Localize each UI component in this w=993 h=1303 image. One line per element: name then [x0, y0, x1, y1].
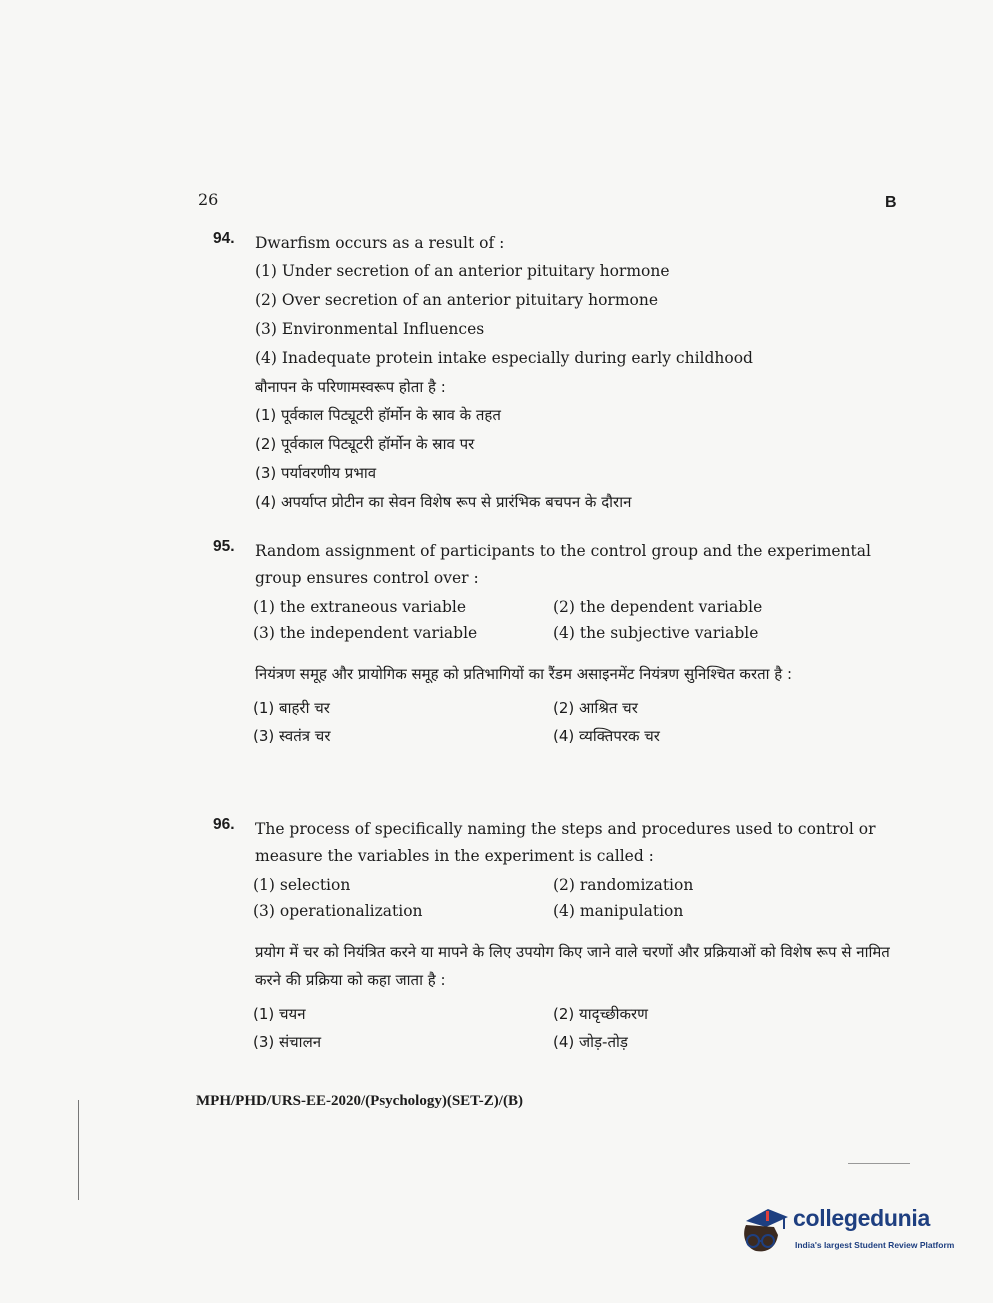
question-number: 95. [213, 538, 235, 555]
question-text-hi: नियंत्रण समूह और प्रायोगिक समूह को प्रतिभागियों का रैंडम असाइनमेंट नियंत्रण सुनिश्चित करता है : [255, 665, 793, 683]
option-hi-3: (3) संचालन [253, 1033, 322, 1051]
question-text-hi: बौनापन के परिणामस्वरूप होता है : [255, 378, 446, 396]
question-text-en: Dwarfism occurs as a result of : [255, 234, 505, 252]
option-en-2: (2) Over secretion of an anterior pituitary hormone [255, 291, 658, 309]
option-hi-3: (3) पर्यावरणीय प्रभाव [255, 464, 377, 482]
option-hi-4: (4) जोड़-तोड़ [553, 1033, 628, 1051]
option-en-2: (2) the dependent variable [553, 598, 763, 616]
option-en-1: (1) Under secretion of an anterior pituitary hormone [255, 262, 670, 280]
mascot-icon [738, 1203, 790, 1255]
options-en [253, 598, 893, 642]
option-hi-4: (4) व्यक्तिपरक चर [553, 727, 660, 745]
question-text-hi: प्रयोग में चर को नियंत्रित करने या मापने के लिए उपयोग किए जाने वाले चरणों और प्रक्रियाओं को विशेष रूप से नामित करने की प्रक्रिया को कहा जाता है : [255, 943, 890, 989]
option-en-4: (4) the subjective variable [553, 624, 759, 642]
options-hi [253, 698, 893, 746]
option-en-3: (3) the independent variable [253, 624, 478, 642]
paper-code-footer: MPH/PHD/URS-EE-2020/(Psychology)(SET-Z)/(B) [196, 1093, 523, 1109]
set-label: B [885, 194, 897, 211]
option-en-3: (3) operationalization [253, 902, 423, 920]
question-96 [213, 816, 893, 1052]
collegedunia-watermark [738, 1195, 963, 1265]
option-en-3: (3) Environmental Influences [255, 320, 485, 338]
brand-name: collegedunia [793, 1205, 930, 1231]
divider [848, 1163, 910, 1164]
option-en-1: (1) selection [253, 876, 351, 894]
option-hi-1: (1) चयन [253, 1005, 306, 1023]
option-hi-2: (2) यादृच्छीकरण [553, 1005, 648, 1023]
question-number: 96. [213, 816, 235, 833]
option-en-4: (4) Inadequate protein intake especially during early childhood [255, 349, 753, 367]
option-hi-2: (2) आश्रित चर [553, 699, 638, 717]
option-hi-2: (2) पूर्वकाल पिट्यूटरी हॉर्मोन के स्राव पर [255, 435, 475, 453]
brand-tagline: India's largest Student Review Platform [795, 1240, 955, 1250]
option-en-1: (1) the extraneous variable [253, 598, 466, 616]
question-text-en: Random assignment of participants to the control group and the experimental group ensures control over : [255, 542, 871, 587]
options-en [253, 876, 893, 920]
options-hi [253, 1004, 893, 1052]
question-94 [213, 230, 893, 517]
option-hi-1: (1) बाहरी चर [253, 699, 330, 717]
option-hi-1: (1) पूर्वकाल पिट्यूटरी हॉर्मोन के स्राव के तहत [255, 406, 501, 424]
question-number: 94. [213, 230, 235, 247]
option-en-4: (4) manipulation [553, 902, 684, 920]
scan-edge-line [78, 1100, 79, 1200]
question-95 [213, 538, 893, 746]
page-number: 26 [198, 190, 219, 209]
question-text-en: The process of specifically naming the steps and procedures used to control or measure the variables in the experiment is called : [255, 820, 876, 865]
option-en-2: (2) randomization [553, 876, 694, 894]
option-hi-4: (4) अपर्याप्त प्रोटीन का सेवन विशेष रूप से प्रारंभिक बचपन के दौरान [255, 493, 632, 511]
option-hi-3: (3) स्वतंत्र चर [253, 727, 331, 745]
